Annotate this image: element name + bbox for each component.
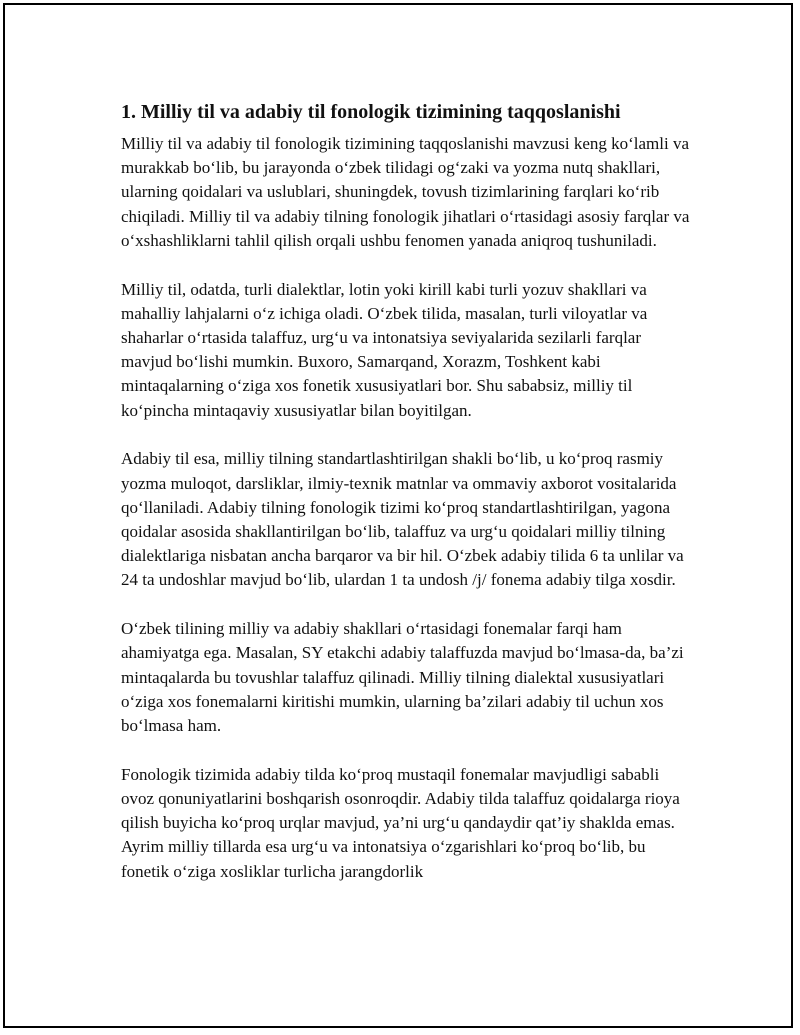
section-title: 1. Milliy til va adabiy til fonologik tizimining taqqoslanishi bbox=[121, 101, 621, 123]
page-frame bbox=[3, 3, 793, 1028]
paragraph-3: Adabiy til esa, milliy tilning standartlashtirilgan shakli bo‘lib, u ko‘proq rasmiy yozma muloqot, darsliklar, ilmiy-texnik matnlar va ommaviy axborot vositalarida qo‘llaniladi. Adabiy tilning fonologik tizimi ko‘proq standartlashtirilgan, yagona qoidalar asosida shakllantirilgan bo‘lib, talaffuz va urg‘u qoidalari milliy tilning dialektlariga nisbatan ancha barqaror va bir hil. O‘zbek adabiy tilida 6 ta unlilar va 24 ta undoshlar mavjud bo‘lib, ulardan 1 ta undosh /j/ fonema adabiy tilga xosdir. bbox=[121, 449, 684, 590]
paragraph-5: Fonologik tizimida adabiy tilda ko‘proq mustaqil fonemalar mavjudligi sababli ovoz qonuniyatlarini boshqarish osonroqdir. Adabiy tilda talaffuz qoidalarga rioya qilish buyicha ko‘proq urqlar mavjud, ya’ni urg‘u qandaydir qat’iy shaklda emas. Ayrim milliy tillarda esa urg‘u va intonatsiya o‘zgarishlari ko‘proq bo‘lib, bu fonetik o‘ziga xosliklar turlicha jarangdorlik bbox=[121, 764, 680, 881]
paragraph-4: O‘zbek tilining milliy va adabiy shakllari o‘rtasidagi fonemalar farqi ham ahamiyatga ega. Masalan, SY etakchi adabiy talaffuzda mavjud bo‘lmasa-da, ba’zi mintaqalarda bu tovushlar talaffuz qilinadi. Milliy tilning dialektal xususiyatlari o‘ziga xos fonemalarni kiritishi mumkin, ularning ba’zilari adabiy til uchun xos bo‘lmasa ham. bbox=[121, 619, 684, 736]
document-body bbox=[121, 98, 695, 908]
paragraph-2: Milliy til, odatda, turli dialektlar, lotin yoki kirill kabi turli yozuv shakllari va mahalliy lahjalarni o‘z ichiga oladi. O‘zbek tilida, masalan, turli viloyatlar va shaharlar o‘rtasida talaffuz, urg‘u va intonatsiya seviyalarida sezilarli farqlar mavjud bo‘lishi mumkin. Buxoro, Samarqand, Xorazm, Toshkent kabi mintaqalarning o‘ziga xos fonetik xususiyatlari bor. Shu sababsiz, milliy til ko‘pincha mintaqaviy xususiyatlar bilan boyitilgan. bbox=[121, 279, 648, 420]
paragraph-1: Milliy til va adabiy til fonologik tizimining taqqoslanishi mavzusi keng ko‘lamli va murakkab bo‘lib, bu jarayonda o‘zbek tilidagi og‘zaki va yozma nutq shakllari, ularning qoidalari va uslublari, shuningdek, tovush tizimlarining farqlari ko‘rib chiqiladi. Milliy til va adabiy tilning fonologik jihatlari o‘rtasidagi asosiy farqlar va o‘xshashliklarni tahlil qilish orqali ushbu fenomen yanada aniqroq tushuniladi. bbox=[121, 134, 690, 250]
